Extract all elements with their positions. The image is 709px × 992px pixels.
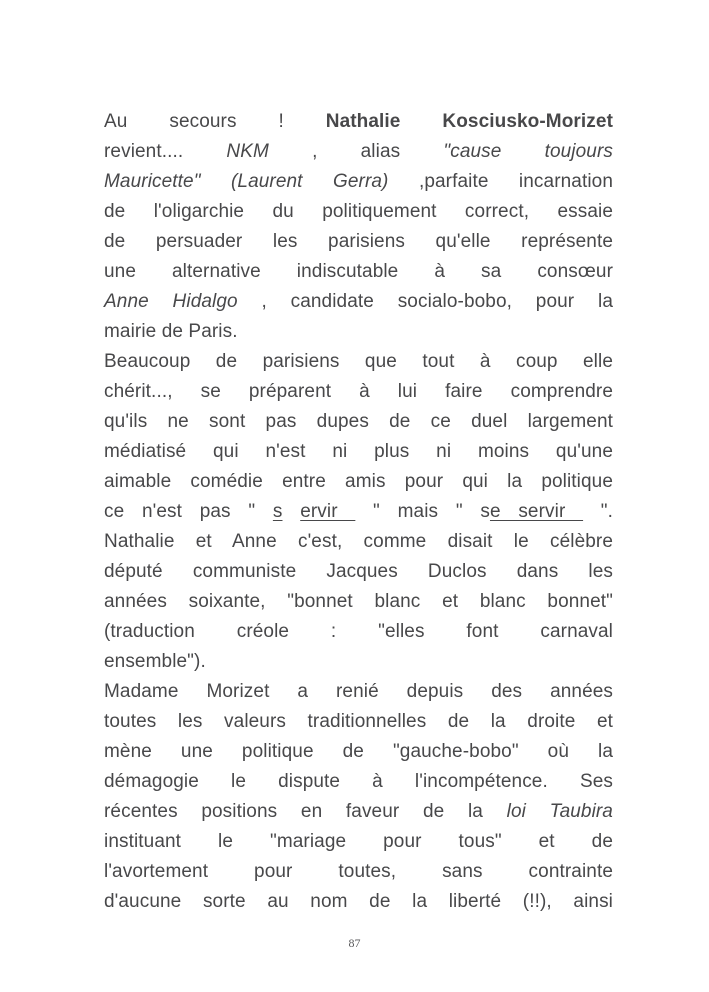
- text-segment: ensemble").: [104, 651, 206, 672]
- text-segment: NKM: [226, 141, 269, 162]
- text-segment: Anne Hidalgo: [104, 291, 238, 312]
- text-segment: démagogie le dispute à l'incompétence. Ses: [104, 771, 613, 792]
- text-segment: instituant le "mariage pour tous" et de: [104, 831, 613, 852]
- text-line: [104, 407, 613, 437]
- text-segment: Nathalie Kosciusko-Morizet: [325, 111, 613, 132]
- text-segment: médiatisé qui n'est ni plus ni moins qu'une: [104, 441, 613, 462]
- text-line: [104, 797, 613, 827]
- text-line: [104, 437, 613, 467]
- text-line: [104, 287, 613, 317]
- text-segment: années soixante, "bonnet blanc et blanc bonnet": [104, 591, 613, 612]
- text-line: [104, 887, 613, 917]
- text-line: [104, 497, 613, 527]
- text-segment: de persuader les parisiens qu'elle représente: [104, 231, 613, 252]
- text-line: [104, 377, 613, 407]
- text-line: [104, 707, 613, 737]
- text-segment: s: [272, 501, 283, 522]
- page-text: [104, 107, 613, 917]
- text-segment: récentes positions en faveur de la: [104, 801, 507, 822]
- text-line: [104, 737, 613, 767]
- text-segment: Nathalie et Anne c'est, comme disait le célèbre: [104, 531, 613, 552]
- text-segment: l'avortement pour toutes, sans contrainte: [104, 861, 613, 882]
- text-line: [104, 587, 613, 617]
- text-segment: aimable comédie entre amis pour qui la politique: [104, 471, 613, 492]
- text-line: [104, 167, 613, 197]
- text-segment: une alternative indiscutable à sa consœur: [104, 261, 613, 282]
- text-segment: , alias: [268, 141, 444, 162]
- text-segment: député communiste Jacques Duclos dans les: [104, 561, 613, 582]
- text-segment: ,parfaite incarnation: [388, 171, 613, 192]
- page-number: 87: [348, 936, 361, 950]
- text-segment: chérit..., se préparent à lui faire comprendre: [104, 381, 613, 402]
- text-segment: ".: [583, 501, 614, 522]
- text-line: [104, 347, 613, 377]
- text-segment: qu'ils ne sont pas dupes de ce duel largement: [104, 411, 613, 432]
- text-segment: (traduction créole : "elles font carnaval: [104, 621, 613, 642]
- text-segment: ervir: [300, 501, 356, 522]
- text-line: [104, 467, 613, 497]
- text-segment: " mais " s: [355, 501, 490, 522]
- text-line: [104, 527, 613, 557]
- text-segment: loi Taubira: [506, 801, 613, 822]
- text-segment: Beaucoup de parisiens que tout à coup elle: [104, 351, 613, 372]
- text-line: [104, 317, 613, 347]
- text-segment: toutes les valeurs traditionnelles de la droite et: [104, 711, 613, 732]
- text-segment: mène une politique de "gauche-bobo" où la: [104, 741, 613, 762]
- text-line: [104, 257, 613, 287]
- text-line: [104, 107, 613, 137]
- text-segment: Madame Morizet a renié depuis des années: [104, 681, 613, 702]
- text-segment: Mauricette" (Laurent Gerra): [104, 171, 389, 192]
- text-line: [104, 827, 613, 857]
- text-line: [104, 557, 613, 587]
- text-line: [104, 677, 613, 707]
- text-line: [104, 227, 613, 257]
- text-line: [104, 767, 613, 797]
- text-segment: revient....: [104, 141, 227, 162]
- text-line: [104, 857, 613, 887]
- text-segment: , candidate socialo-bobo, pour la: [237, 291, 613, 312]
- text-segment: ce n'est pas ": [104, 501, 273, 522]
- text-segment: mairie de Paris.: [104, 321, 238, 342]
- text-segment: "cause toujours: [443, 141, 613, 162]
- text-line: [104, 137, 613, 167]
- text-segment: de l'oligarchie du politiquement correct, essaie: [104, 201, 613, 222]
- text-line: [104, 617, 613, 647]
- text-segment: d'aucune sorte au nom de la liberté (!!), ainsi: [104, 891, 613, 912]
- text-line: [104, 197, 613, 227]
- text-segment: Au secours !: [104, 111, 326, 132]
- text-segment: e servir: [489, 501, 584, 522]
- text-segment: [283, 501, 301, 522]
- text-line: [104, 647, 613, 677]
